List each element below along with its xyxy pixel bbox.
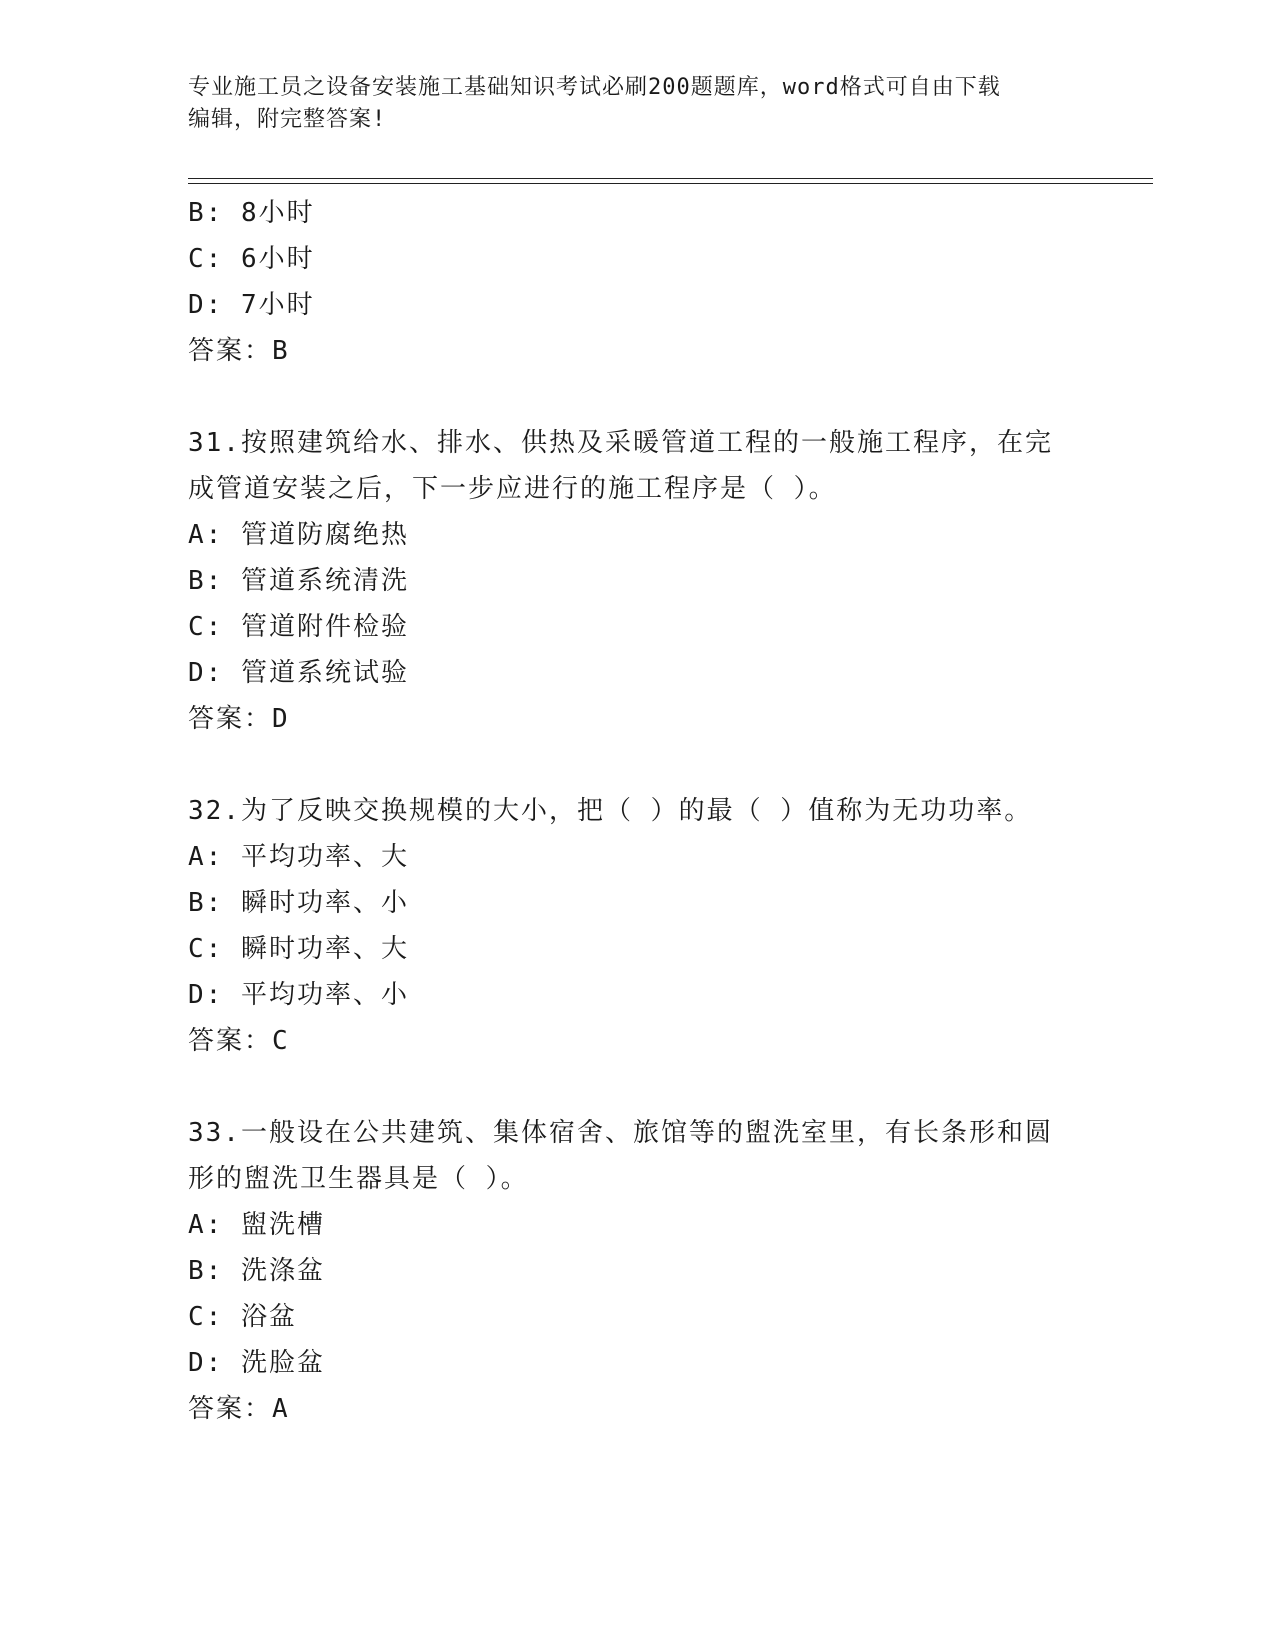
answer-line: 答案：A — [188, 1394, 290, 1424]
question-text-line-2: 形的盥洗卫生器具是（ ）。 — [188, 1164, 529, 1194]
option-c: C: 浴盆 — [188, 1302, 297, 1332]
answer-line: 答案：B — [188, 336, 290, 366]
spacer — [188, 742, 1088, 788]
option-a: A: 平均功率、大 — [188, 842, 409, 872]
answer-line: 答案：C — [188, 1026, 290, 1056]
header-divider-top — [188, 178, 1153, 179]
option-a: A: 盥洗槽 — [188, 1210, 325, 1240]
option-b: B: 洗涤盆 — [188, 1256, 325, 1286]
header-line-1: 专业施工员之设备安装施工基础知识考试必刷200题题库，word格式可自由下载 — [188, 75, 1001, 100]
option-d: D: 平均功率、小 — [188, 980, 409, 1010]
option-c: C: 6小时 — [188, 244, 315, 274]
option-d: D: 洗脸盆 — [188, 1348, 325, 1378]
question-33 — [188, 1110, 1088, 1432]
question-text-line-2: 成管道安装之后，下一步应进行的施工程序是（ ）。 — [188, 474, 837, 504]
header-divider-bottom — [188, 183, 1153, 184]
question-text-line-1: 33.一般设在公共建筑、集体宿舍、旅馆等的盥洗室里，有长条形和圆 — [188, 1118, 1053, 1148]
option-d: D: 7小时 — [188, 290, 315, 320]
option-b: B: 管道系统清洗 — [188, 566, 409, 596]
spacer — [188, 1064, 1088, 1110]
question-30 — [188, 190, 1088, 374]
question-text-line-1: 31.按照建筑给水、排水、供热及采暖管道工程的一般施工程序，在完 — [188, 428, 1053, 458]
document-header — [188, 72, 1068, 136]
question-text-line-1: 32.为了反映交换规模的大小，把（ ）的最（ ）值称为无功功率。 — [188, 796, 1033, 826]
option-c: C: 管道附件检验 — [188, 612, 409, 642]
question-content — [188, 190, 1088, 1432]
option-b: B: 8小时 — [188, 198, 315, 228]
option-c: C: 瞬时功率、大 — [188, 934, 409, 964]
answer-line: 答案：D — [188, 704, 290, 734]
question-32 — [188, 788, 1088, 1064]
question-31 — [188, 420, 1088, 742]
spacer — [188, 374, 1088, 420]
option-a: A: 管道防腐绝热 — [188, 520, 409, 550]
option-b: B: 瞬时功率、小 — [188, 888, 409, 918]
header-line-2: 编辑，附完整答案! — [188, 107, 387, 132]
option-d: D: 管道系统试验 — [188, 658, 409, 688]
